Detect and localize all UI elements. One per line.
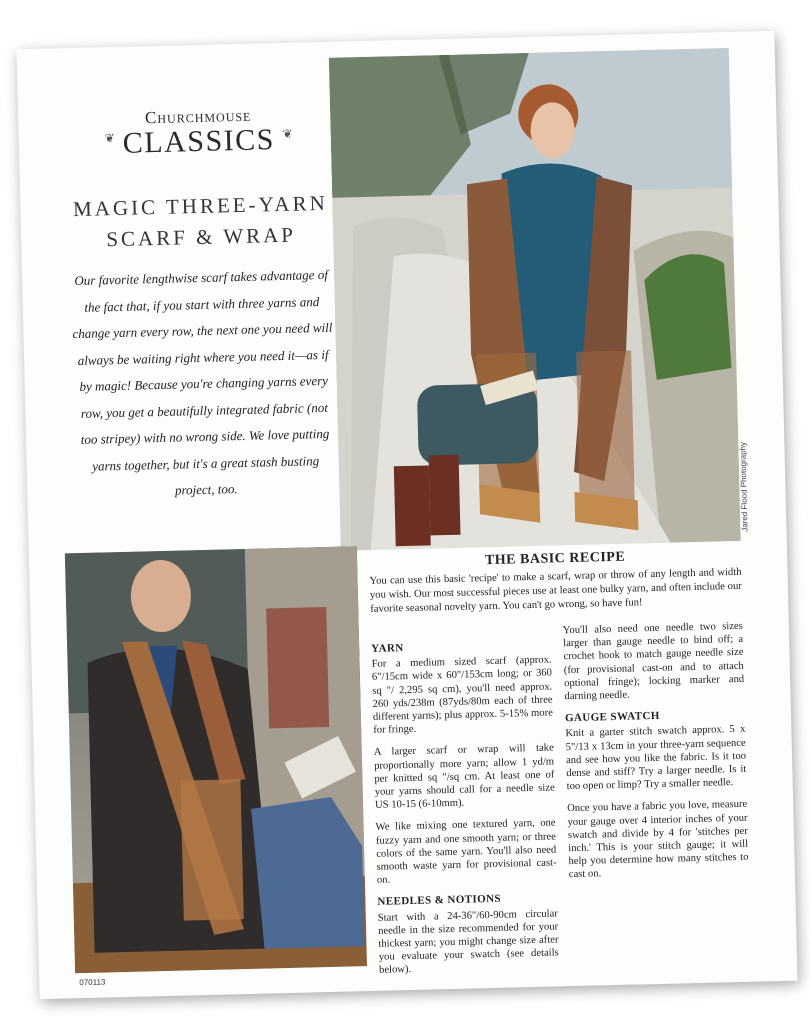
pattern-code: 070113	[79, 977, 106, 988]
yarn-paragraph-2: A larger scarf or wrap will take proportionally more yarn; allow 1 yd/m per knitted sq "/sq cm. At least one of your yarns should call for a needle size US 10-15 (6-10mm).	[373, 742, 555, 812]
gauge-paragraph-2: Once you have a fabric you love, measure your gauge over 4 interior inches of your swatch and divide by 4 for 'stitches per inch.' This is your stitch gauge; it will help you determine how many stitches to cast on.	[567, 799, 749, 881]
photo-woman-wrap	[329, 48, 741, 551]
yarn-heading: YARN	[371, 642, 404, 655]
pattern-title	[50, 187, 351, 256]
title-line1: MAGIC THREE-YARN	[72, 190, 328, 222]
recipe-heading: THE BASIC RECIPE	[484, 549, 626, 569]
recipe-intro: You can use this basic 'recipe' to make a scarf, wrap or throw of any length and width you wish. Our most successful pieces use at least one bulky yarn, and often include our favorite seasonal novelty yarn. You can't go wrong, so have fun!	[369, 566, 742, 615]
brand-line2: CLASSICS	[122, 123, 276, 160]
needles-heading: NEEDLES & NOTIONS	[377, 893, 502, 909]
pattern-sheet	[17, 31, 798, 999]
photo-man-scarf	[65, 546, 367, 973]
intro-text: Our favorite lengthwise scarf takes advantage of the fact that, if you start with three yarns and change yarn every row, the next one you need will always be waiting right where you need it—as if by magic! Because you're changing yarns every row, you get a beautifully integrated fabric (not too stripey) with no wrong side. We love putting yarns together, but it's a great stash busting project, too.	[72, 266, 333, 498]
column-left	[371, 633, 559, 987]
leaf-ornament-left-icon: ❦	[104, 131, 115, 146]
yarn-paragraph-3: We like mixing one textured yarn, one fuzzy yarn and one smooth yarn; or three colors of the same yarn. You'll also need smooth waste yarn for provisional cast-on.	[375, 817, 557, 887]
photo-credit: Jared Flood Photography	[738, 441, 750, 532]
needles-paragraph-1: Start with a 24-36"/60-90cm circular needle in the size recommended for your thickest yarn; you might change size after you evaluate your swatch (see details below).	[377, 908, 559, 977]
photo-woman-illustration	[329, 48, 741, 551]
column-right	[563, 620, 749, 891]
gauge-paragraph-1: Knit a garter stitch swatch approx. 5 x 5"/13 x 13cm in your three-yarn sequence and see how you like the fabric. Is it too dense and stiff? Try a larger needle. Is it too open or limp? Try a smaller needle.	[565, 724, 747, 793]
needles-paragraph-2: You'll also need one needle two sizes larger than gauge needle to bind off; a crochet hook to match gauge needle size (for provisional cast-on and to attach optional fringe); locking marker and darning needle.	[562, 620, 745, 703]
title-line2: SCARF & WRAP	[106, 222, 297, 252]
brand-logo	[78, 104, 319, 160]
photo-man-illustration	[65, 546, 367, 973]
gauge-heading: GAUGE SWATCH	[564, 710, 660, 725]
yarn-paragraph-1: For a medium sized scarf (approx. 6"/15cm wide x 60"/153cm long; or 360 sq "/ 2,295 sq cm), you'll need approx. 260 yds/238m (87yds/80m each of three different yarns); plus approx. 5-15% more for fringe.	[371, 654, 554, 737]
brand-line1: Churchmouse	[144, 105, 252, 128]
leaf-ornament-right-icon: ❦	[282, 126, 293, 141]
